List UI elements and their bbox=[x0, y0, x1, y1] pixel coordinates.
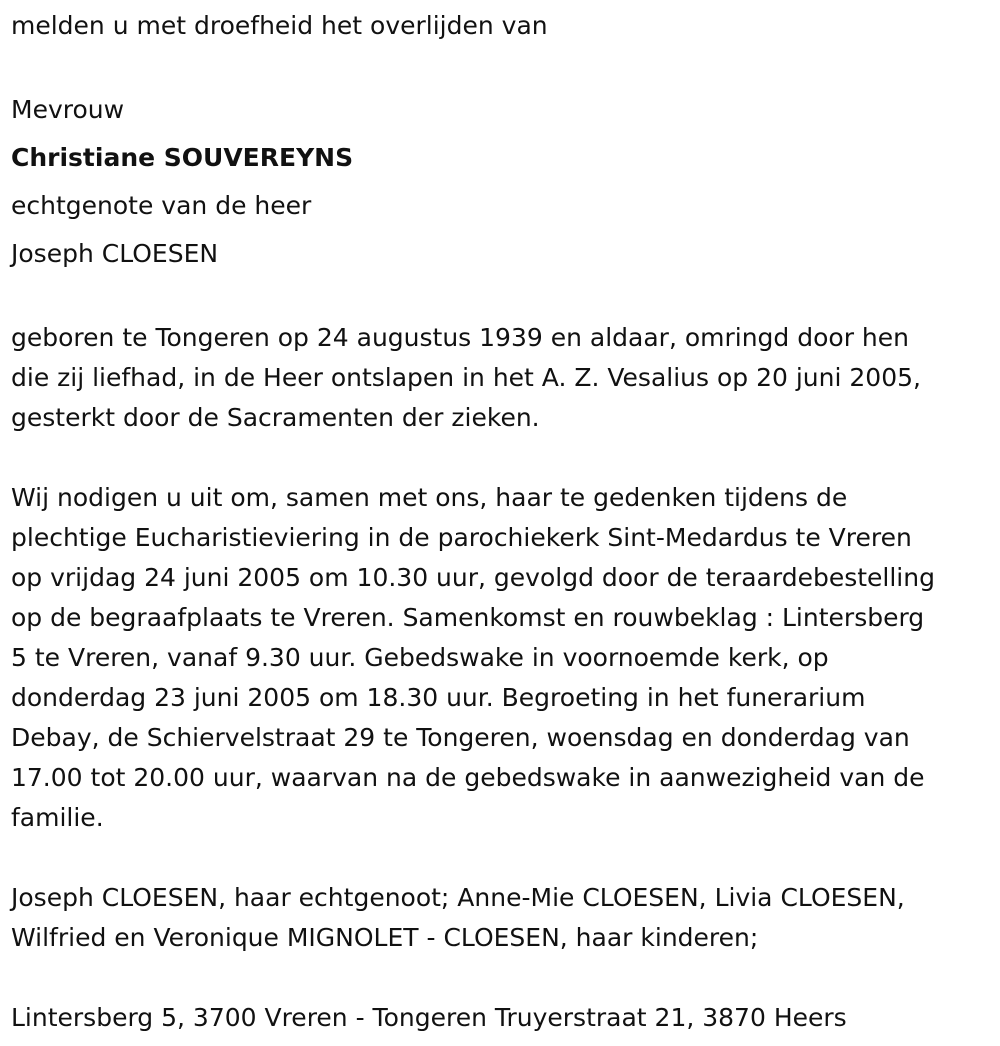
paragraph-line: 17.00 tot 20.00 uur, waarvan na de gebedswake in aanwezigheid van de bbox=[11, 763, 925, 792]
spouse-name: Joseph CLOESEN bbox=[11, 239, 219, 268]
spacer bbox=[11, 46, 996, 86]
paragraph-line: op de begraafplaats te Vreren. Samenkomst en rouwbeklag : Lintersberg bbox=[11, 603, 925, 632]
spacer bbox=[11, 438, 996, 478]
paragraph-line: gesterkt door de Sacramenten der zieken. bbox=[11, 403, 540, 432]
obituary-document bbox=[11, 6, 996, 1038]
deceased-name: Christiane SOUVEREYNS bbox=[11, 143, 354, 172]
relation-line: echtgenote van de heer bbox=[11, 191, 312, 220]
address-line: Lintersberg 5, 3700 Vreren - Tongeren Truyerstraat 21, 3870 Heers bbox=[11, 1003, 847, 1032]
paragraph-line: plechtige Eucharistieviering in de parochiekerk Sint-Medardus te Vreren bbox=[11, 523, 912, 552]
paragraph-line: Debay, de Schiervelstraat 29 te Tongeren, woensdag en donderdag van bbox=[11, 723, 910, 752]
family-paragraph bbox=[11, 878, 996, 958]
paragraph-line: Wij nodigen u uit om, samen met ons, haar te gedenken tijdens de bbox=[11, 483, 848, 512]
ceremony-paragraph bbox=[11, 478, 996, 838]
paragraph-line: op vrijdag 24 juni 2005 om 10.30 uur, gevolgd door de teraardebestelling bbox=[11, 563, 935, 592]
paragraph-line: die zij liefhad, in de Heer ontslapen in het A. Z. Vesalius op 20 juni 2005, bbox=[11, 363, 921, 392]
spacer bbox=[11, 278, 996, 318]
spacer bbox=[11, 838, 996, 878]
birth-death-paragraph bbox=[11, 318, 996, 438]
intro-line: melden u met droefheid het overlijden van bbox=[11, 11, 548, 40]
honorific-title: Mevrouw bbox=[11, 95, 125, 124]
paragraph-line: Wilfried en Veronique MIGNOLET - CLOESEN, haar kinderen; bbox=[11, 923, 759, 952]
spacer bbox=[11, 958, 996, 998]
paragraph-line: donderdag 23 juni 2005 om 18.30 uur. Begroeting in het funerarium bbox=[11, 683, 866, 712]
paragraph-line: geboren te Tongeren op 24 augustus 1939 en aldaar, omringd door hen bbox=[11, 323, 909, 352]
paragraph-line: 5 te Vreren, vanaf 9.30 uur. Gebedswake in voornoemde kerk, op bbox=[11, 643, 829, 672]
paragraph-line: Joseph CLOESEN, haar echtgenoot; Anne-Mie CLOESEN, Livia CLOESEN, bbox=[11, 883, 905, 912]
paragraph-line: familie. bbox=[11, 803, 104, 832]
